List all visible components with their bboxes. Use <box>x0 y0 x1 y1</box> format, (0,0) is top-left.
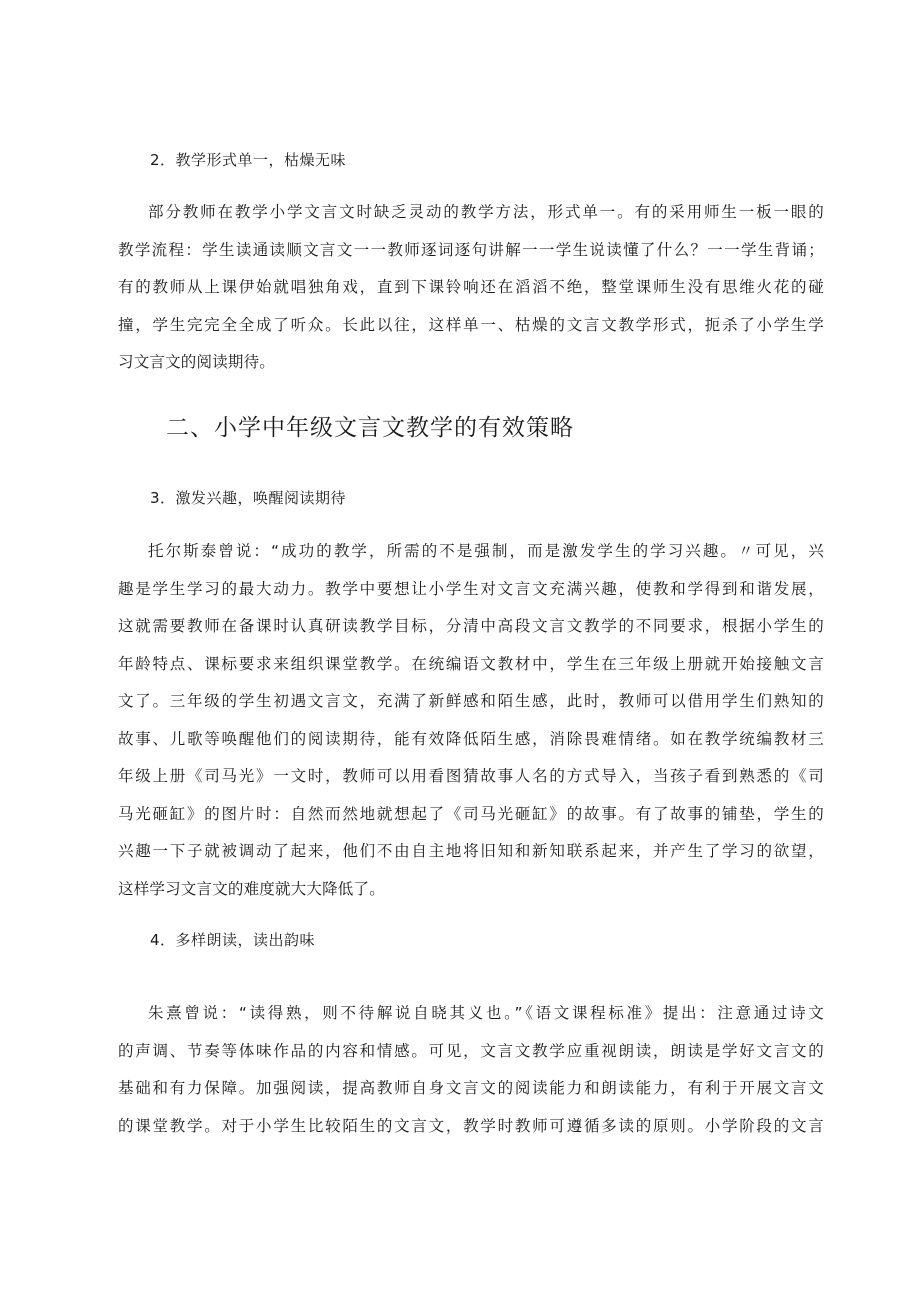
section-title-strategies: 二、小学中年级文言文教学的有效策略 <box>166 415 574 441</box>
paragraph-line: 习文言文的阅读期待。 <box>118 353 276 371</box>
paragraph-line: 年级上册《司马光》一文时，教师可以用看图猜故事人名的方式导入，当孩子看到熟悉的《司 <box>118 767 824 785</box>
paragraph-line: 兴趣一下子就被调动了起来，他们不由自主地将旧知和新知联系起来，并产生了学习的欲望， <box>118 842 824 860</box>
paragraph-diverse-reading <box>118 995 824 1145</box>
paragraph-line: 托尔斯泰曾说：“成功的教学，所需的不是强制，而是激发学生的学习兴趣。〃可见，兴 <box>148 542 824 560</box>
paragraph-stimulate-interest <box>118 533 824 908</box>
paragraph-line: 撞，学生完完全全成了听众。长此以往，这样单一、枯燥的文言文教学形式，扼杀了小学生学 <box>118 315 824 334</box>
paragraph-line: 故事、儿歌等唤醒他们的阅读期待，能有效降低陌生感，消除畏难情绪。如在教学统编教材三 <box>118 729 824 748</box>
paragraph-line: 马光砸缸》的图片时：自然而然地就想起了《司马光砸缸》的故事。有了故事的铺垫，学生的 <box>118 804 824 823</box>
paragraph-line: 的声调、节奏等体味作品的内容和情感。可见，文言文教学应重视朗读，朗读是学好文言文的 <box>118 1041 824 1060</box>
subheading-teaching-form: 2．教学形式单一，枯燥无味 <box>150 151 347 169</box>
paragraph-line: 教学流程：学生读通读顺文言文一一教师逐词逐句讲解一一学生说读懂了什么？一一学生背诵； <box>118 240 824 259</box>
paragraph-line: 这就需要教师在备课时认真研读教学目标，分清中高段文言文教学的不同要求，根据小学生的 <box>118 617 824 635</box>
paragraph-line: 这样学习文言文的难度就大大降低了。 <box>118 879 385 898</box>
paragraph-teaching-form <box>118 194 824 382</box>
paragraph-line: 年龄特点、课标要求来组织课堂教学。在统编语文教材中，学生在三年级上册就开始接触文言 <box>118 654 824 673</box>
paragraph-line: 的课堂教学。对于小学生比较陌生的文言文，教学时教师可遵循多读的原则。小学阶段的文言 <box>118 1116 824 1135</box>
paragraph-line: 有的教师从上课伊始就唱独角戏，直到下课铃响还在滔滔不绝，整堂课师生没有思维火花的碰 <box>118 278 824 296</box>
subheading-stimulate-interest: 3．激发兴趣，唤醒阅读期待 <box>150 489 347 507</box>
paragraph-line: 文了。三年级的学生初遇文言文，充满了新鲜感和陌生感，此时，教师可以借用学生们熟知的 <box>118 692 824 710</box>
paragraph-line: 朱熹曾说：“读得熟，则不待解说自晓其义也。”《语文课程标准》提出：注意通过诗文 <box>148 1004 824 1022</box>
subheading-diverse-reading: 4．多样朗读，读出韵味 <box>150 931 316 949</box>
paragraph-line: 趣是学生学习的最大动力。教学中要想让小学生对文言文充满兴趣，使教和学得到和谐发展， <box>118 579 824 598</box>
paragraph-line: 基础和有力保障。加强阅读，提高教师自身文言文的阅读能力和朗读能力，有利于开展文言文 <box>118 1079 824 1097</box>
paragraph-line: 部分教师在教学小学文言文时缺乏灵动的教学方法，形式单一。有的采用师生一板一眼的 <box>148 203 824 221</box>
